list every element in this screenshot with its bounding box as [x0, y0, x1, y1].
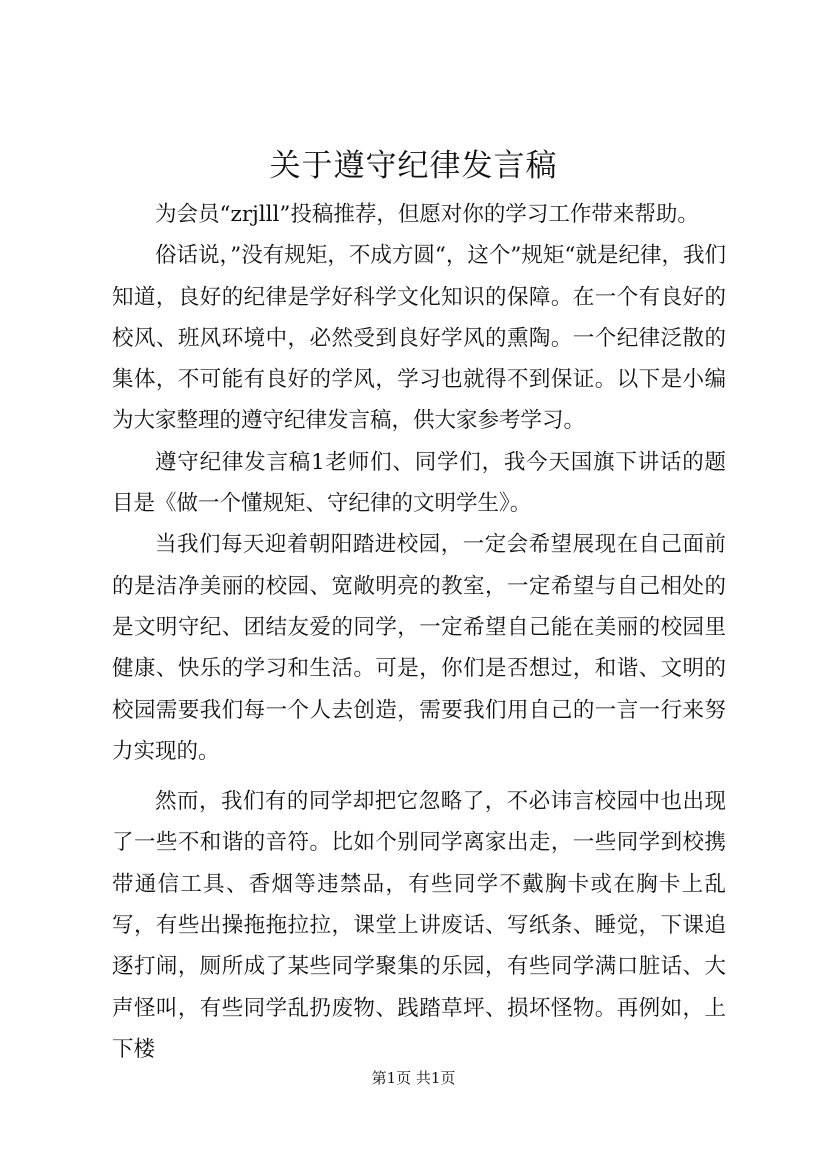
paragraph-speech-title: 遵守纪律发言稿1老师们、同学们，我今天国旗下讲话的题目是《做一个懂规矩、守纪律的文明学生》。 — [112, 449, 726, 517]
paragraph-intro: 为会员“zrjlll”投稿推荐，但愿对你的学习工作带来帮助。 — [155, 202, 699, 227]
document-body — [112, 194, 726, 1070]
paragraph-proverb: 俗话说，”没有规矩，不成方圆“，这个”规矩“就是纪律，我们知道，良好的纪律是学好科学文化知识的保障。在一个有良好的校风、班风环境中，必然受到良好学风的熏陶。一个纪律泛散的集体，不可能有良好的学风，学习也就得不到保证。以下是小编为大家整理的遵守纪律发言稿，供大家参考学习。 — [112, 243, 726, 434]
paragraph-problems: 然而，我们有的同学却把它忽略了，不必讳言校园中也出现了一些不和谐的音符。比如个别同学离家出走，一些同学到校携带通信工具、香烟等违禁品，有些同学不戴胸卡或在胸卡上乱写，有些出操拖拖拉拉，课堂上讲废话、写纸条、睡觉，下课追逐打闹，厕所成了某些同学聚集的乐园，有些同学满口脏话、大声怪叫，有些同学乱扔废物、践踏草坪、损坏怪物。再例如，上下楼 — [112, 789, 726, 1062]
page-number-footer: 第1页 共1页 — [371, 1069, 456, 1087]
document-title: 关于遵守纪律发言稿 — [269, 148, 558, 184]
paragraph-campus: 当我们每天迎着朝阳踏进校园，一定会希望展现在自己面前的是洁净美丽的校园、宽敞明亮的教室，一定希望与自己相处的是文明守纪、团结友爱的同学，一定希望自己能在美丽的校园里健康、快乐的学习和生活。可是，你们是否想过，和谐、文明的校园需要我们每一个人去创造，需要我们用自己的一言一行来努力实现的。 — [112, 532, 726, 764]
